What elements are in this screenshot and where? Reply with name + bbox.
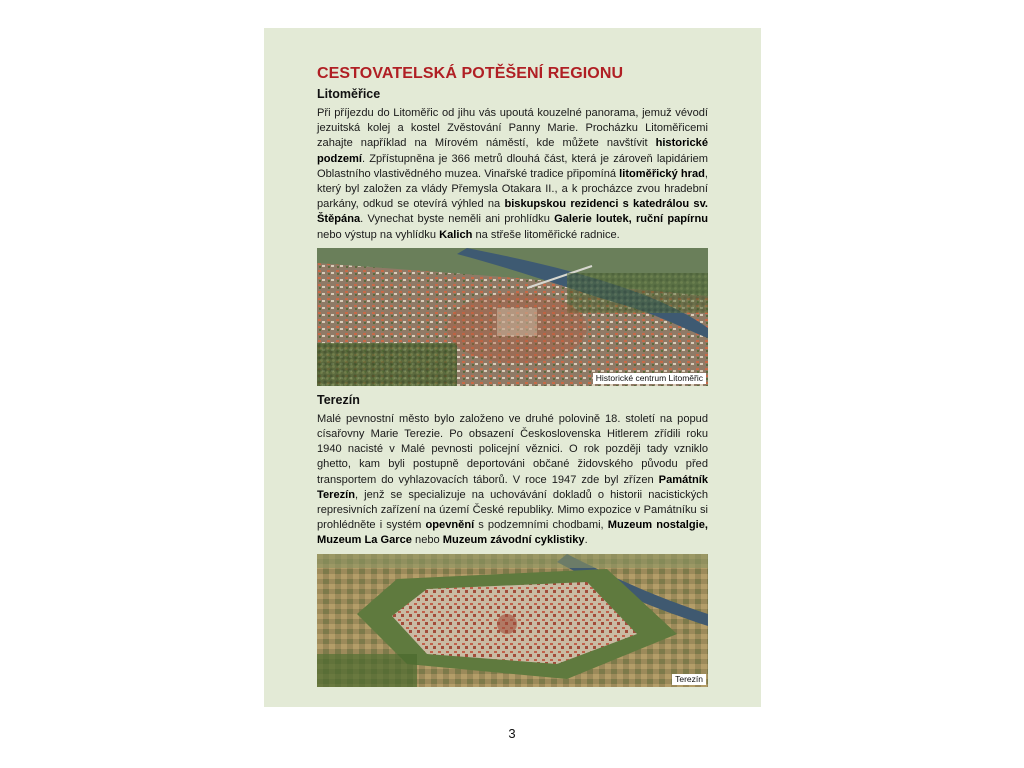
photo-terezin [317,554,708,687]
highlighted-text: Muzeum závodní cyklistiky [442,534,585,547]
text-run: , který byl založen za vlády Přemysla Otakara II., a k procházce zvou hradební parkány, odkud se otevírá výhled na [317,167,708,211]
text-run: . Zpřístupněna je 366 metrů dlouhá část, která je zároveň lapidáriem Oblastního vlastivědného muzea. Vinařské tradice připomíná [317,152,708,180]
page-number: 3 [508,726,516,741]
highlighted-text: historické podzemí [317,137,708,165]
text-run: . Vynechat byste neměli ani prohlídku [360,213,555,226]
text-run: na střeše litoměřické radnice. [472,228,620,241]
highlighted-text: opevnění [425,519,475,532]
section-title-litomerice: Litoměřice [317,87,381,101]
highlighted-text: Památník Terezín [317,473,708,501]
text-run: Při příjezdu do Litoměřic od jihu vás upoutá kouzelné panorama, jemuž vévodí jezuitská kolej a kostel Zvěstování Panny Marie. Procházku Litoměřicemi zahajte například na Mírovém náměstí, kde můžete navštívit [317,107,708,150]
section-title-terezin: Terezín [317,392,360,407]
highlighted-text: Muzeum nostalgie, Muzeum La Garce [317,519,708,547]
section-text-litomerice [317,106,708,243]
text-run: s podzemními chodbami, [474,519,608,532]
photo-caption-litomerice: Historické centrum Litoměřic [593,373,706,384]
aerial-photo-terezin [317,554,708,687]
highlighted-text: Kalich [439,228,473,241]
photo-caption-terezin: Terezín [672,674,706,685]
highlighted-text: litoměřický hrad [619,167,705,180]
text-run: Malé pevnostní město bylo založeno ve druhé polovině 18. století na popud císařovny Marie Terezie. Po obsazení Československa Hitlerem zřídili roku 1940 nacisté v Malé pevnosti policejní věznici. O rok později tady vzniklo ghetto, kam byli postupně deportováni občané židovského původu před transportem do vyhlazovacích táborů. V roce 1947 zde byl zřízen [317,412,708,486]
photo-litomerice [317,248,708,386]
aerial-photo-litomerice [317,248,708,386]
text-run: . [584,534,588,547]
section-text-terezin [317,412,708,549]
text-run: , jenž se specializuje na uchovávání dokladů o historii nacistických represivních zařízení na území České republiky. Mimo expozice v Památníku si prohlédněte i systém [317,488,708,532]
text-run: nebo výstup na vyhlídku [317,228,440,241]
page-content [317,64,708,687]
text-run: nebo [411,534,443,547]
page-heading: CESTOVATELSKÁ POTĚŠENÍ REGIONU [317,65,624,82]
highlighted-text: biskupskou rezidenci s katedrálou sv. Štěpána [317,198,709,226]
highlighted-text: Galerie loutek, ruční papírnu [554,213,708,226]
